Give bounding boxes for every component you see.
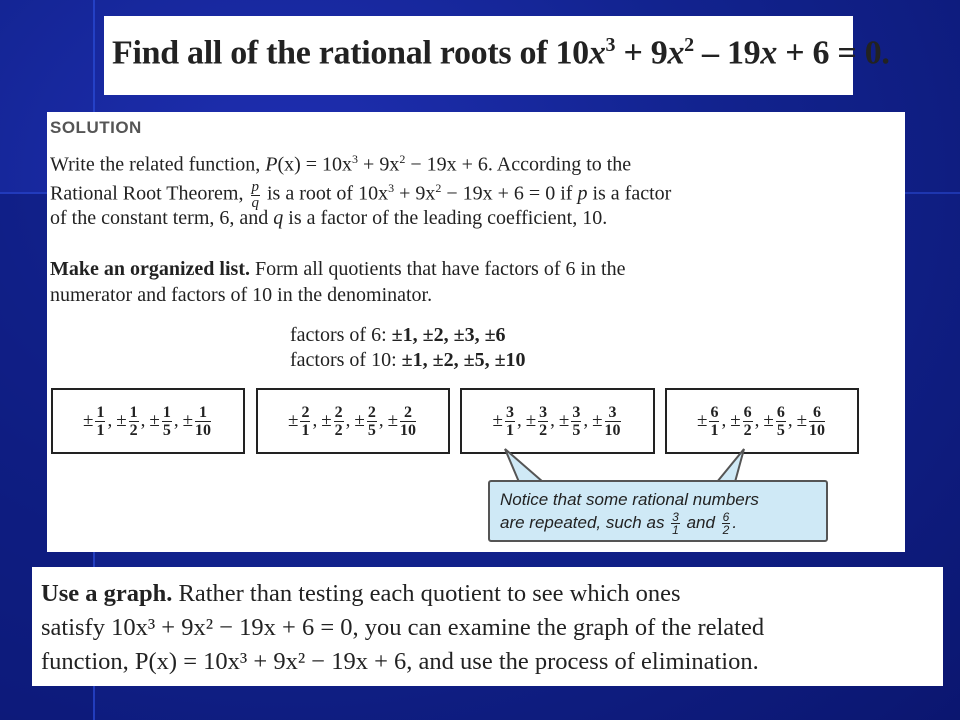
quotient-term: ± $\frac{2}{10}$: [387, 403, 416, 439]
solution-panel: [47, 112, 905, 552]
slide-title: Find all of the rational roots of $10x^3 + 9x^2 - 19x + 6 = 0$.: [112, 34, 890, 72]
callout-line-1: Notice that some rational numbers: [500, 490, 759, 509]
quotient-term: ± $\frac{6}{2}$ ,: [730, 403, 760, 439]
quotient-term: ± $\frac{1}{1}$ ,: [83, 403, 113, 439]
quotient-term: ± $\frac{6}{1}$ ,: [697, 403, 727, 439]
quotient-term: ± $\frac{1}{10}$: [182, 403, 211, 439]
use-a-graph-text: Use a graph. Rather than testing each quotient to see which ones satisfy 10x³ + 9x² − 19x + 6 = 0, you can examine the graph of the related function, P(x) = 10x³ + 9x² − 19x + 6, and use the process of elimination.: [41, 580, 765, 675]
title-banner: [104, 16, 890, 95]
quotient-term: ± $\frac{1}{5}$ ,: [149, 403, 179, 439]
quotient-term: ± $\frac{3}{1}$ ,: [492, 403, 522, 439]
callout-line-2: are repeated, such as $\frac{3}{1}$ and $\frac{6}{2}$ .: [500, 510, 738, 538]
quotient-term: ± $\frac{1}{2}$ ,: [116, 403, 146, 439]
quotient-term: ± $\frac{2}{2}$ ,: [321, 403, 351, 439]
use-a-graph-panel: [32, 567, 943, 686]
quotient-term: ± $\frac{3}{5}$ ,: [558, 403, 589, 439]
quotient-term: ± $\frac{6}{5}$ ,: [763, 403, 793, 439]
factors-of-10: factors of 10: ±1, ±2, ±5, ±10: [290, 349, 526, 371]
solution-line-1: Write the related function, $P(x) = 10x^3 + 9x^2 - 19x + 6$. According to the: [50, 152, 632, 176]
organized-list-paragraph: Make an organized list. Form all quotients that have factors of 6 in the numerator and factors of 10 in the denominator.: [50, 258, 626, 306]
factors-of-6: factors of 6: ±1, ±2, ±3, ±6: [290, 324, 506, 346]
quotient-term: ± $\frac{3}{10}$: [592, 403, 621, 439]
solution-line-2: Rational Root Theorem, $\frac{p}{q}$ is a root of $10x^3 + 9x^2 - 19x + 6 = 0$ if p is a factor: [50, 178, 672, 211]
quotient-term: ± $\frac{6}{10}$: [796, 403, 825, 439]
solution-heading: SOLUTION: [50, 118, 142, 137]
solution-line-3: of the constant term, 6, and q is a factor of the leading coefficient, 10.: [50, 207, 608, 229]
p-over-q-fraction: $\frac{p}{q}$: [251, 178, 259, 211]
quotient-term: ± $\frac{2}{5}$ ,: [354, 403, 384, 439]
quotient-term: ± $\frac{3}{2}$ ,: [525, 403, 555, 439]
quotient-term: ± $\frac{2}{1}$ ,: [288, 403, 318, 439]
notice-callout: [488, 480, 828, 542]
